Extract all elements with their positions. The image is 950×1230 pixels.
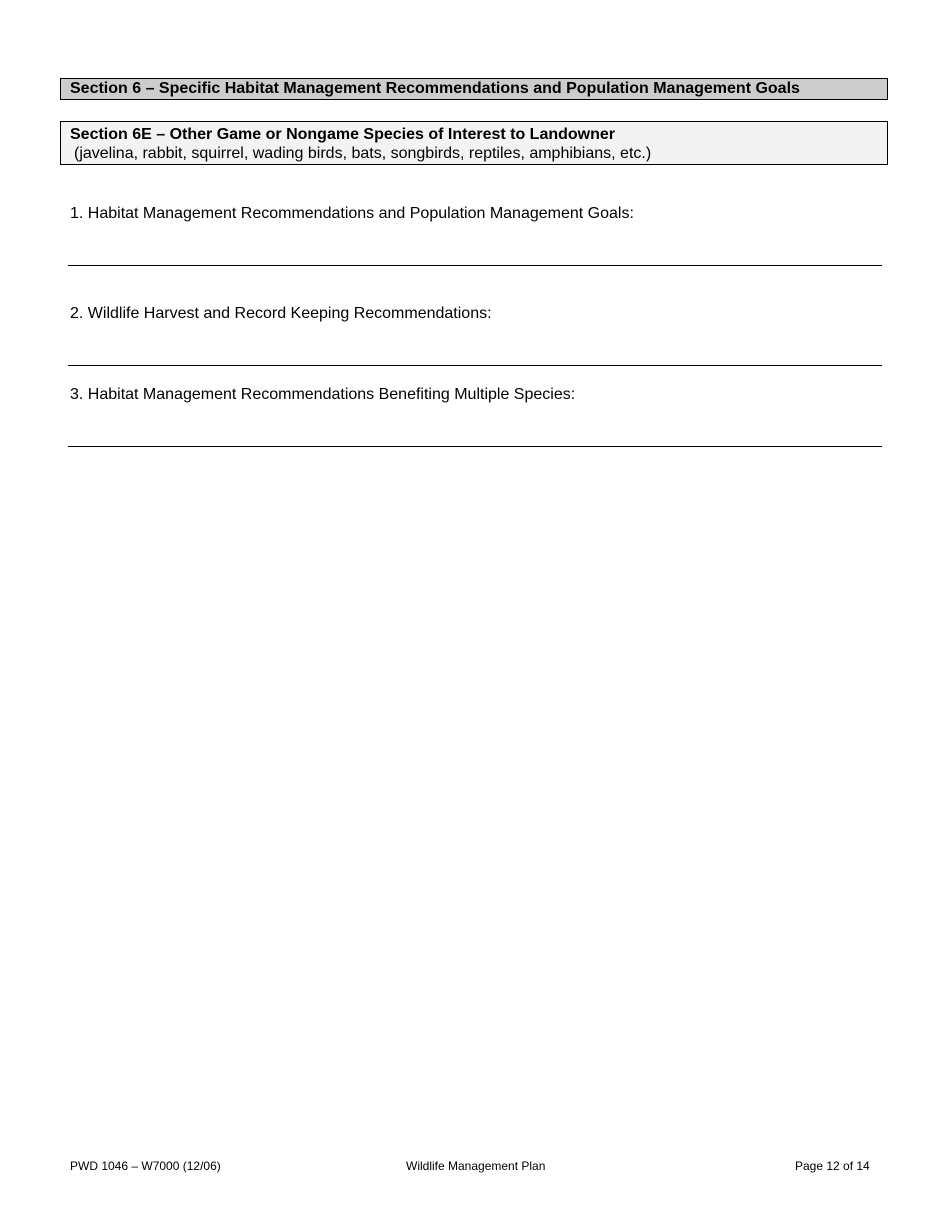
question-2-answer-line[interactable]	[68, 365, 882, 366]
section-6e-subtitle: (javelina, rabbit, squirrel, wading birds, bats, songbirds, reptiles, amphibians, etc.)	[74, 145, 652, 162]
question-3-answer-line[interactable]	[68, 446, 882, 447]
footer-doc-title: Wildlife Management Plan	[406, 1159, 546, 1173]
section-6e-header	[60, 121, 888, 165]
question-2-label: 2. Wildlife Harvest and Record Keeping Recommendations:	[70, 305, 492, 322]
question-3-label: 3. Habitat Management Recommendations Benefiting Multiple Species:	[70, 386, 576, 403]
section-6-header: Section 6 – Specific Habitat Management Recommendations and Population Management Goals	[60, 78, 888, 100]
question-1-label: 1. Habitat Management Recommendations and Population Management Goals:	[70, 205, 634, 222]
section-6e-title: Section 6E – Other Game or Nongame Species of Interest to Landowner	[70, 126, 616, 143]
question-1-answer-line[interactable]	[68, 265, 882, 266]
footer-form-id: PWD 1046 – W7000 (12/06)	[70, 1159, 221, 1173]
footer-page-number: Page 12 of 14	[795, 1159, 870, 1173]
